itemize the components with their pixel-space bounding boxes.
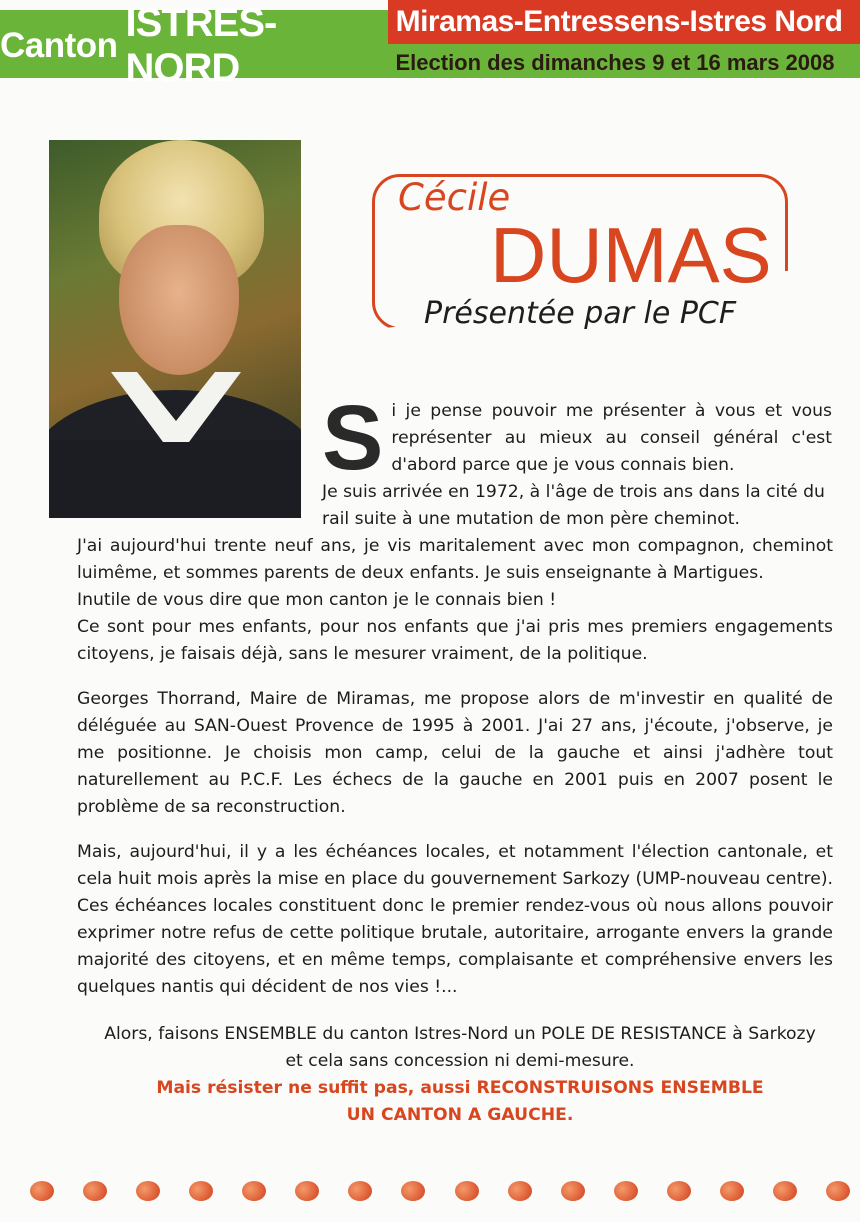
canton-prefix: Canton xyxy=(0,26,118,65)
dot-ornament xyxy=(561,1181,585,1201)
intro-text: i je pense pouvoir me présenter à vous et vous représenter au mieux au conseil général c'est d'abord parce que je vous connais bien. xyxy=(391,401,832,475)
children-paragraph: Ce sont pour mes enfants, pour nos enfants que j'ai pris mes premiers engagements citoyens, je faisais déjà, sans le mesurer vraiment, de la politique. xyxy=(77,617,833,664)
canton-name: ISTRES-NORD xyxy=(125,1,277,90)
echeances-paragraph: Mais, aujourd'hui, il y a les échéances locales, et notamment l'élection cantonale, et cela huit mois après la mise en place du gouvernement Sarkozy (UMP-nouveau centre). Ces échéances locales constituent donc le premier rendez-vous où nous allons pouvoir exprimer notre refus de cette politique brutale, autoritaire, arrogante envers la grande majorité des citoyens, et en même temps, complaisante et compréhensive envers les quelques nantis qui décident de nos vies !... xyxy=(77,842,833,997)
closing-line-2: et cela sans concession ni demi-mesure. xyxy=(285,1051,635,1071)
region-title: Miramas-Entressens-Istres Nord xyxy=(395,5,843,38)
dot-ornament xyxy=(136,1181,160,1201)
dot-ornament xyxy=(348,1181,372,1201)
canton-paragraph: Inutile de vous dire que mon canton je le connais bien ! xyxy=(77,590,557,610)
candidate-first-name: Cécile xyxy=(398,176,511,219)
dot-ornament xyxy=(826,1181,850,1201)
dot-ornament xyxy=(508,1181,532,1201)
dot-ornament xyxy=(667,1181,691,1201)
decorative-dots xyxy=(30,1178,850,1204)
closing-red-line-2: UN CANTON A GAUCHE. xyxy=(346,1105,574,1125)
dot-ornament xyxy=(242,1181,266,1201)
dot-ornament xyxy=(83,1181,107,1201)
closing-call xyxy=(60,1021,860,1075)
dot-ornament xyxy=(189,1181,213,1201)
election-dates: Election des dimanches 9 et 16 mars 2008 xyxy=(395,50,835,75)
family-paragraph: J'ai aujourd'hui trente neuf ans, je vis maritalement avec mon compagnon, cheminot luimême, et sommes parents de deux enfants. Je suis enseignante à Martigues. xyxy=(77,536,833,583)
closing-slogan xyxy=(60,1075,860,1129)
presented-by: Présentée par le PCF xyxy=(424,296,737,331)
dot-ornament xyxy=(614,1181,638,1201)
drop-cap: S xyxy=(322,387,384,489)
closing-line-1: Alors, faisons ENSEMBLE du canton Istres-Nord un POLE DE RESISTANCE à Sarkozy xyxy=(104,1024,816,1044)
candidate-photo xyxy=(49,140,301,518)
dot-ornament xyxy=(295,1181,319,1201)
dot-ornament xyxy=(30,1181,54,1201)
candidate-last-name: DUMAS xyxy=(490,211,772,299)
dot-ornament xyxy=(720,1181,744,1201)
closing-red-line-1: Mais résister ne suffit pas, aussi RECONSTRUISONS ENSEMBLE xyxy=(156,1078,764,1098)
thorrand-paragraph: Georges Thorrand, Maire de Miramas, me propose alors de m'investir en qualité de déléguée au SAN-Ouest Provence de 1995 à 2001. J'ai 27 ans, j'écoute, j'observe, je me positionne. Je choisis mon camp, celui de la gauche et ainsi j'adhère tout naturellement au P.C.F. Les échecs de la gauche en 2001 puis en 2007 posent le problème de sa reconstruction. xyxy=(77,689,833,817)
letter-body xyxy=(77,533,833,1001)
canton-title xyxy=(0,1,380,90)
dot-ornament xyxy=(401,1181,425,1201)
dot-ornament xyxy=(773,1181,797,1201)
intro-paragraph xyxy=(322,387,832,489)
dot-ornament xyxy=(455,1181,479,1201)
arrival-paragraph: Je suis arrivée en 1972, à l'âge de trois ans dans la cité du rail suite à une mutation de mon père cheminot. xyxy=(322,482,825,529)
